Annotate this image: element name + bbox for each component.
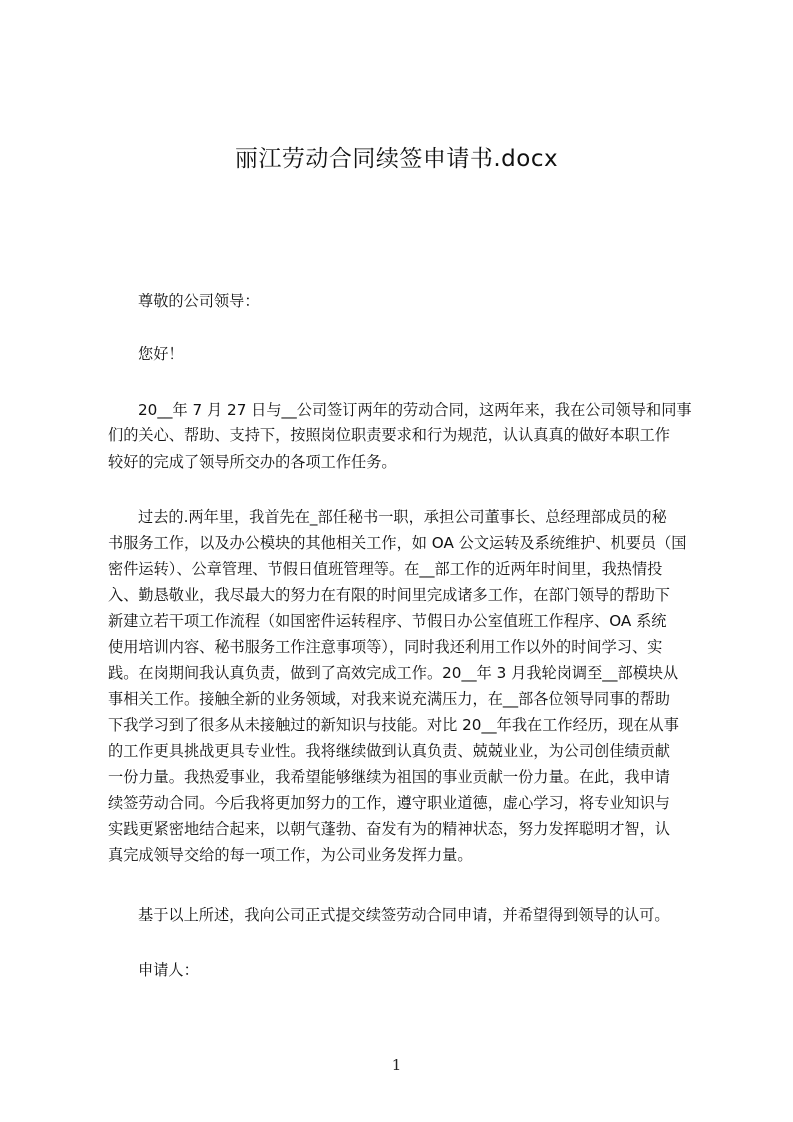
paragraph2-line-7: 践。在岗期间我认真负责，做到了高效完成工作。20__年 3 月我轮岗调至__部模块从 bbox=[108, 664, 679, 682]
paragraph2-line-8: 事相关工作。接触全新的业务领域，对我来说充满压力，在__部各位领导同事的帮助 bbox=[108, 690, 670, 708]
paragraph2-line-6: 使用培训内容、秘书服务工作注意事项等），同时我还利用工作以外的时间学习、实 bbox=[108, 638, 663, 656]
paragraph2-line-12: 续签劳动合同。今后我将更加努力的工作，遵守职业道德，虚心学习，将专业知识与 bbox=[108, 794, 670, 812]
page-number: 1 bbox=[391, 1056, 402, 1074]
document-title: 丽江劳动合同续签申请书.docx bbox=[234, 146, 559, 172]
paragraph1-line-2: 们的关心、帮助、支持下，按照岗位职责要求和行为规范，认认真真的做好本职工作 bbox=[108, 426, 670, 444]
paragraph2-line-14: 真完成领导交给的每一项工作，为公司业务发挥力量。 bbox=[108, 846, 473, 864]
paragraph2-line-1: 过去的.两年里，我首先在_部任秘书一职，承担公司董事长、总经理部成员的秘 bbox=[138, 508, 667, 526]
paragraph2-line-4: 入、勤恳敬业，我尽最大的努力在有限的时间里完成诸多工作，在部门领导的帮助下 bbox=[108, 586, 670, 604]
paragraph2-line-5: 新建立若干项工作流程（如国密件运转程序、节假日办公室值班工作程序、OA 系统 bbox=[108, 612, 667, 630]
salutation: 尊敬的公司领导： bbox=[138, 292, 260, 310]
signature-label: 申请人： bbox=[138, 961, 199, 979]
paragraph1-line-3: 较好的完成了领导所交办的各项工作任务。 bbox=[108, 453, 397, 471]
paragraph2-line-2: 书服务工作，以及办公模块的其他相关工作，如 OA 公文运转及系统维护、机要员（国 bbox=[108, 534, 687, 552]
greeting: 您好！ bbox=[138, 345, 184, 363]
paragraph2-line-10: 的工作更具挑战更具专业性。我将继续做到认真负责、兢兢业业，为公司创佳绩贡献 bbox=[108, 742, 670, 760]
paragraph2-line-9: 下我学习到了很多从未接触过的新知识与技能。对比 20__年我在工作经历，现在从事 bbox=[108, 716, 679, 734]
paragraph2-line-3: 密件运转）、公章管理、节假日值班管理等。在__部工作的近两年时间里，我热情投 bbox=[108, 560, 663, 578]
paragraph2-line-11: 一份力量。我热爱事业，我希望能够继续为祖国的事业贡献一份力量。在此，我申请 bbox=[108, 768, 670, 786]
paragraph3: 基于以上所述，我向公司正式提交续签劳动合同申请，并希望得到领导的认可。 bbox=[138, 906, 670, 924]
paragraph1-line-1: 20__年 7 月 27 日与__公司签订两年的劳动合同，这两年来，我在公司领导和同事 bbox=[138, 401, 692, 419]
paragraph2-line-13: 实践更紧密地结合起来，以朝气蓬勃、奋发有为的精神状态，努力发挥聪明才智，认 bbox=[108, 820, 670, 838]
